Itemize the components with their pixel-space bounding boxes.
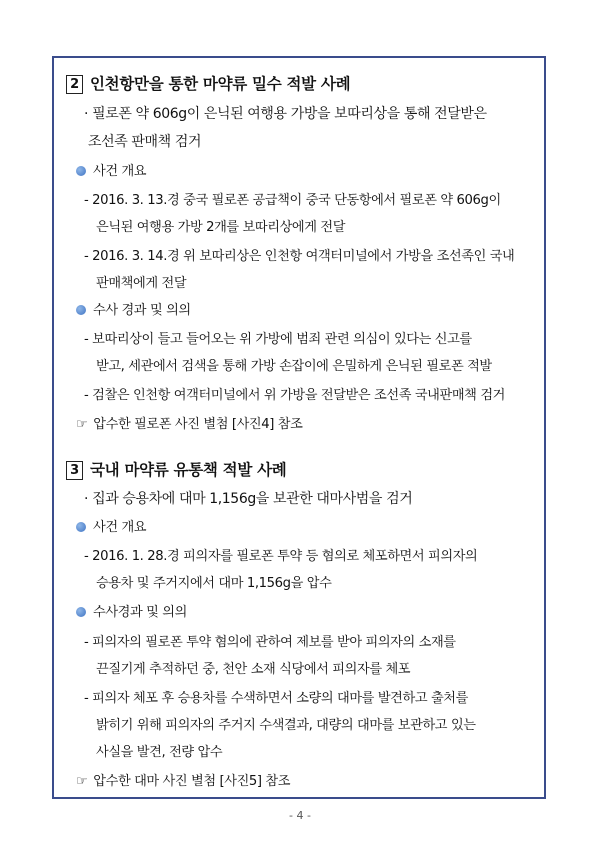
section-3-heading — [66, 458, 286, 480]
lead-line: · 필로폰 약 606g이 은닉된 여행용 가방을 보따리상을 통해 전달받은 — [84, 106, 487, 122]
item-line: - 2016. 3. 14.경 위 보따리상은 인천항 여객터미널에서 가방을 조선족인 국내 — [84, 249, 515, 264]
lead-line: · 집과 승용차에 대마 1,156g을 보관한 대마사범을 검거 — [84, 491, 413, 507]
subheading: 사건 개요 — [76, 165, 146, 178]
subheading: 수사 경과 및 의의 — [76, 304, 191, 317]
item-line: - 검찰은 인천항 여객터미널에서 위 가방을 전달받은 조선족 국내판매책 검거 — [84, 388, 505, 403]
page-number: - 4 - — [289, 809, 311, 822]
section-number: 3 — [66, 461, 83, 480]
subheading: 수사경과 및 의의 — [76, 606, 187, 619]
lead-line: 조선족 판매책 검거 — [88, 134, 202, 150]
item-line: - 보따리상이 들고 들어오는 위 가방에 범죄 관련 의심이 있다는 신고를 — [84, 332, 472, 347]
item-line: - 2016. 1. 28.경 피의자를 필로폰 투약 등 혐의로 체포하면서 피의자의 — [84, 549, 478, 564]
section-title: 인천항만을 통한 마약류 밀수 적발 사례 — [90, 75, 351, 93]
item-line: - 피의자의 필로폰 투약 혐의에 관하여 제보를 받아 피의자의 소재를 — [84, 635, 456, 650]
item-line: 은닉된 여행용 가방 2개를 보따리상에게 전달 — [96, 220, 346, 235]
item-line: - 피의자 체포 후 승용차를 수색하면서 소량의 대마를 발견하고 출처를 — [84, 691, 468, 706]
section-title: 국내 마약류 유통책 적발 사례 — [90, 461, 287, 479]
blue-bullet-icon — [76, 166, 86, 176]
item-line: 승용차 및 주거지에서 대마 1,156g을 압수 — [96, 576, 332, 591]
item-line: - 2016. 3. 13.경 중국 필로폰 공급책이 중국 단동항에서 필로폰 약 606g이 — [84, 193, 501, 208]
subheading: 사건 개요 — [76, 521, 146, 534]
section-number: 2 — [66, 75, 83, 94]
item-line: 받고, 세관에서 검색을 통해 가방 손잡이에 은밀하게 은닉된 필로폰 적발 — [96, 359, 492, 374]
item-line: 밝히기 위해 피의자의 주거지 수색결과, 대량의 대마를 보관하고 있는 — [96, 718, 476, 733]
section-2-heading — [66, 72, 350, 94]
item-line: 사실을 발견, 전량 압수 — [96, 745, 223, 760]
item-line: 끈질기게 추적하던 중, 천안 소재 식당에서 피의자를 체포 — [96, 662, 411, 677]
pointing-hand-icon: ☞ — [76, 774, 88, 789]
item-line: 판매책에게 전달 — [96, 276, 187, 291]
blue-bullet-icon — [76, 305, 86, 315]
blue-bullet-icon — [76, 607, 86, 617]
blue-bullet-icon — [76, 522, 86, 532]
pointing-hand-icon: ☞ — [76, 417, 88, 432]
reference-note: ☞ 압수한 필로폰 사진 별첨 [사진4] 참조 — [76, 417, 303, 432]
reference-note: ☞ 압수한 대마 사진 별첨 [사진5] 참조 — [76, 774, 291, 789]
